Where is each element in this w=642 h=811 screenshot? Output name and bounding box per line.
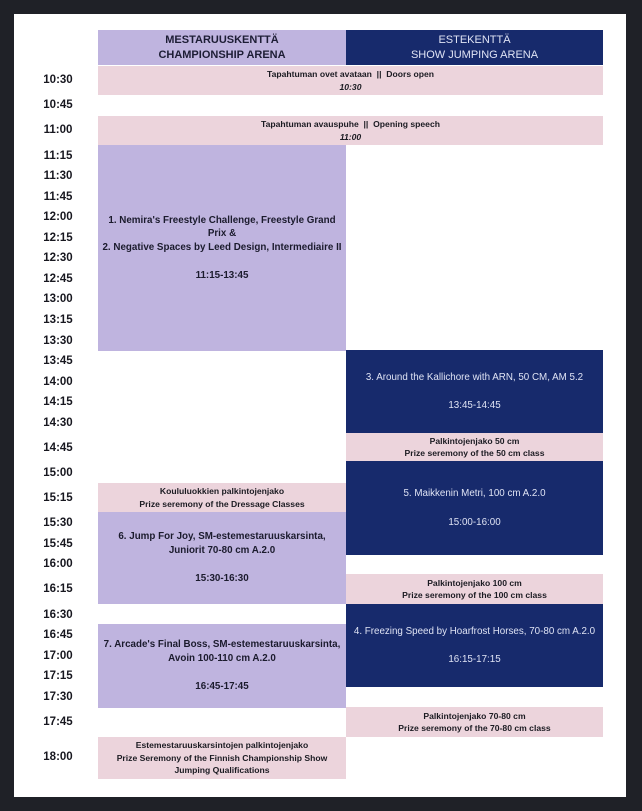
- time-label: 15:30: [43, 517, 73, 529]
- prize-100cm-en: Prize seremony of the 100 cm class: [402, 590, 547, 600]
- time-label: 11:30: [43, 170, 73, 182]
- prize-dressage-block: [98, 483, 346, 512]
- time-label: 14:45: [43, 442, 73, 454]
- time-label: 13:00: [43, 293, 73, 305]
- event-5-time: 15:00-16:00: [448, 516, 501, 528]
- prize-championship-qualifications-block: [98, 737, 346, 779]
- time-label: 12:00: [43, 211, 73, 223]
- event-5-title: 5. Maikkenin Metri, 100 cm A.2.0: [403, 488, 546, 499]
- prize-dressage-en: Prize seremony of the Dressage Classes: [139, 498, 305, 509]
- event-2-title: 2. Negative Spaces by Leed Design, Intermediaire II: [102, 241, 342, 253]
- event-7-block: [98, 624, 346, 708]
- time-label: 11:45: [43, 191, 73, 203]
- prize-final-en: Prize Seremony of the Finnish Championship Show Jumping Qualifications: [116, 752, 328, 776]
- prize-final-fi: Estemestaruuskarsintojen palkintojenjako: [135, 740, 309, 751]
- time-label: 15:45: [43, 538, 73, 550]
- event-1-2-block: [98, 145, 346, 351]
- event-4-title: 4. Freezing Speed by Hoarfrost Horses, 70-80 cm A.2.0: [353, 625, 596, 637]
- prize-50cm-block: [346, 433, 603, 461]
- event-6-title: 6. Jump For Joy, SM-estemestaruuskarsinta, Juniorit 70-80 cm A.2.0: [118, 531, 326, 556]
- event-6-block: [98, 512, 346, 604]
- time-label: 16:30: [43, 609, 73, 621]
- time-label: 14:30: [43, 417, 73, 429]
- event-7-title: 7. Arcade's Final Boss, SM-estemestaruuskarsinta, Avoin 100-110 cm A.2.0: [103, 639, 341, 664]
- time-label: 10:30: [43, 74, 73, 86]
- doors-open-fi: Tapahtuman ovet avataan: [266, 69, 372, 79]
- championship-arena-title-fi: MESTARUUSKENTTÄ: [165, 33, 279, 46]
- time-label: 17:45: [43, 716, 73, 728]
- event-7-time: 16:45-17:45: [195, 681, 249, 693]
- opening-speech-time: 11:00: [339, 131, 362, 142]
- time-label: 10:45: [43, 99, 73, 111]
- opening-speech-fi: Tapahtuman avauspuhe: [261, 119, 359, 129]
- event-6-time: 15:30-16:30: [195, 573, 249, 585]
- time-label: 14:00: [43, 376, 73, 388]
- opening-speech-en: Opening speech: [373, 119, 440, 129]
- time-label: 17:15: [43, 670, 73, 682]
- prize-70-80cm-block: [346, 707, 603, 737]
- time-label: 13:30: [43, 335, 73, 347]
- show-jumping-arena-header: [346, 30, 603, 65]
- separator: ||: [363, 119, 369, 129]
- prize-70-80cm-fi: Palkintojenjako 70-80 cm: [423, 710, 526, 721]
- time-label: 17:30: [43, 691, 73, 703]
- time-label: 16:45: [43, 629, 73, 641]
- time-label: 16:00: [43, 558, 73, 570]
- doors-open-banner: [98, 66, 603, 95]
- doors-open-en: Doors open: [386, 69, 435, 79]
- doors-open-time: 10:30: [339, 81, 362, 92]
- opening-speech-banner: [98, 116, 603, 145]
- time-label: 14:15: [43, 396, 73, 408]
- time-label: 11:15: [43, 150, 73, 162]
- separator: ||: [376, 69, 382, 79]
- time-label: 16:15: [43, 583, 73, 595]
- event-3-time: 13:45-14:45: [448, 400, 501, 411]
- championship-arena-header: [98, 30, 346, 65]
- time-label: 11:00: [43, 124, 73, 136]
- time-label: 17:00: [43, 650, 73, 662]
- championship-arena-title-en: CHAMPIONSHIP ARENA: [158, 48, 286, 61]
- time-label: 13:15: [43, 314, 73, 326]
- time-label: 15:15: [43, 492, 73, 504]
- prize-50cm-en: Prize seremony of the 50 cm class: [404, 448, 545, 458]
- event-4-time: 16:15-17:15: [448, 654, 501, 665]
- event-3-block: [346, 350, 603, 433]
- prize-100cm-fi: Palkintojenjako 100 cm: [427, 577, 522, 588]
- prize-dressage-fi: Koululuokkien palkintojenjako: [159, 486, 285, 496]
- event-5-block: [346, 461, 603, 555]
- prize-50cm-fi: Palkintojenjako 50 cm: [429, 435, 520, 446]
- show-jumping-arena-title-en: SHOW JUMPING ARENA: [410, 48, 539, 61]
- event-4-block: [346, 604, 603, 687]
- event-1-title: 1. Nemira's Freestyle Challenge, Freestyle Grand Prix &: [108, 214, 336, 239]
- time-label: 12:15: [43, 232, 73, 244]
- prize-100cm-block: [346, 574, 603, 604]
- time-label: 15:00: [43, 467, 73, 479]
- time-label: 13:45: [43, 355, 73, 367]
- time-label: 12:45: [43, 273, 73, 285]
- event-3-title: 3. Around the Kallichore with ARN, 50 CM, AM 5.2: [365, 371, 584, 383]
- time-label: 18:00: [43, 751, 73, 763]
- event-1-2-time: 11:15-13:45: [195, 270, 249, 281]
- time-label: 12:30: [43, 252, 73, 264]
- prize-70-80cm-en: Prize seremony of the 70-80 cm class: [398, 723, 551, 733]
- show-jumping-arena-title-fi: ESTEKENTTÄ: [438, 33, 511, 46]
